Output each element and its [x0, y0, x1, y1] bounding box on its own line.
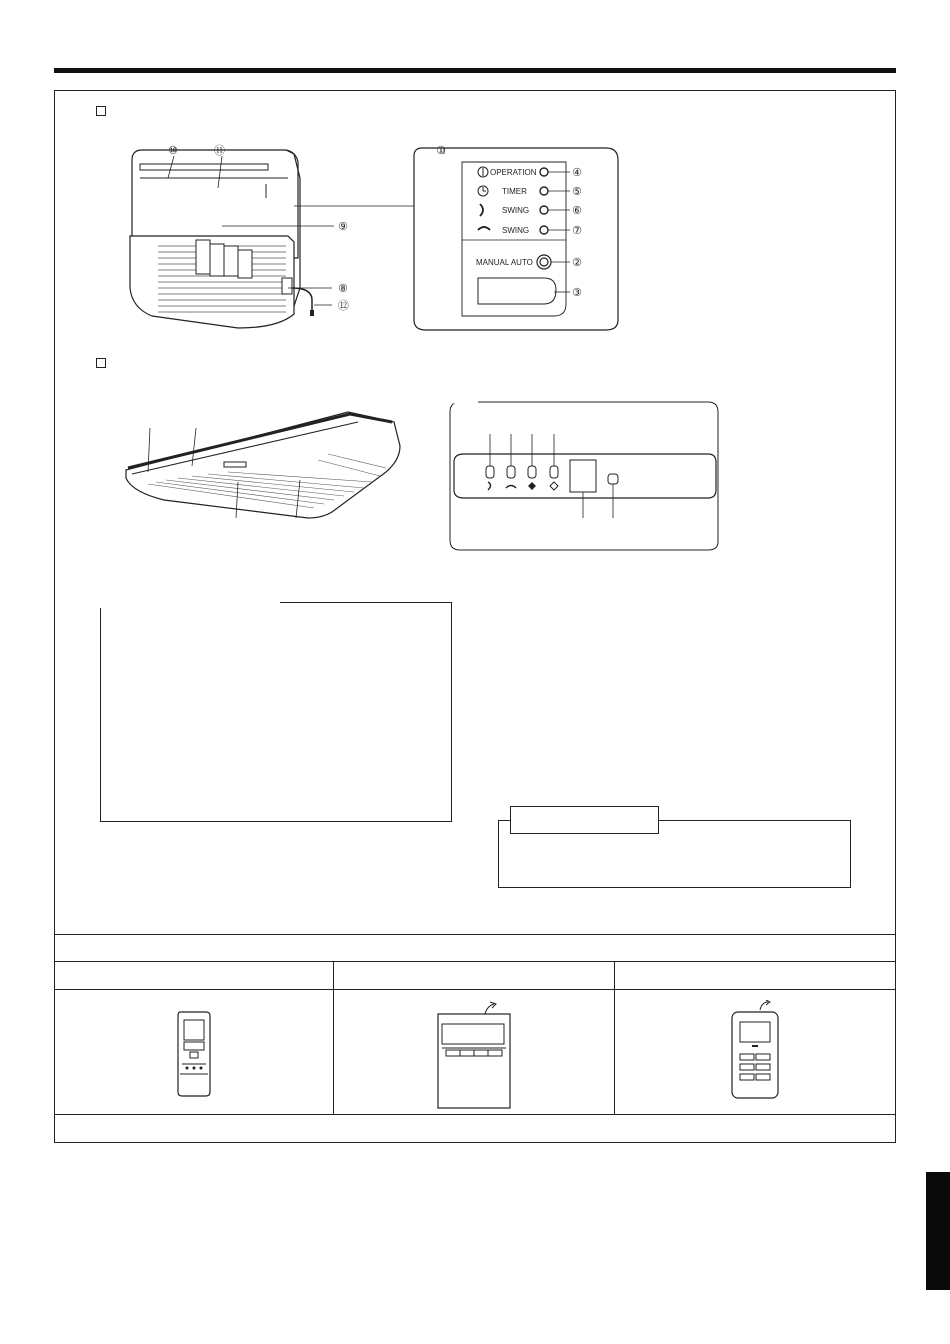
section-checkbox-ceiling — [96, 358, 106, 368]
table-col-divider-2 — [614, 961, 615, 1115]
table-header-rule — [54, 961, 896, 962]
callout-8: ⑧ — [338, 282, 348, 295]
callout-7: ⑦ — [572, 224, 582, 237]
manual-auto-label: MANUAL AUTO — [476, 258, 533, 267]
callout-12: ⑫ — [338, 299, 349, 312]
callout-2: ② — [572, 256, 582, 269]
callout-1: ① — [436, 144, 446, 157]
callout-4: ④ — [572, 166, 582, 179]
floor-unit-illustration — [118, 138, 418, 338]
table-subheader-rule — [54, 989, 896, 990]
info-box-title-gap — [100, 596, 280, 608]
section-checkbox-floor — [96, 106, 106, 116]
note-box-tab — [510, 806, 659, 834]
info-box — [100, 602, 452, 822]
wired-remote-icon — [432, 1000, 516, 1112]
callout-5: ⑤ — [572, 185, 582, 198]
chapter-tab — [926, 1172, 950, 1290]
table-bottom-rule — [54, 1114, 896, 1115]
callout-6: ⑥ — [572, 204, 582, 217]
indicator-label-operation: OPERATION — [490, 168, 537, 177]
control-panel-illustration — [408, 140, 628, 336]
callout-3: ③ — [572, 286, 582, 299]
ceiling-unit-illustration — [118, 400, 418, 530]
callout-10: ⑩ — [168, 144, 178, 157]
ceiling-control-panel — [446, 398, 722, 554]
indicator-label-swing-horizontal: SWING — [502, 226, 530, 235]
indicator-label-swing-vertical: SWING — [502, 206, 530, 215]
table-top-rule — [54, 934, 896, 935]
indicator-label-timer: TIMER — [502, 187, 527, 196]
callout-9: ⑨ — [338, 220, 348, 233]
wireless-remote-icon — [174, 1008, 216, 1100]
callout-11: ⑪ — [214, 144, 225, 157]
table-col-divider-1 — [333, 961, 334, 1115]
header-rule — [54, 68, 896, 73]
simple-remote-icon — [726, 1000, 786, 1104]
